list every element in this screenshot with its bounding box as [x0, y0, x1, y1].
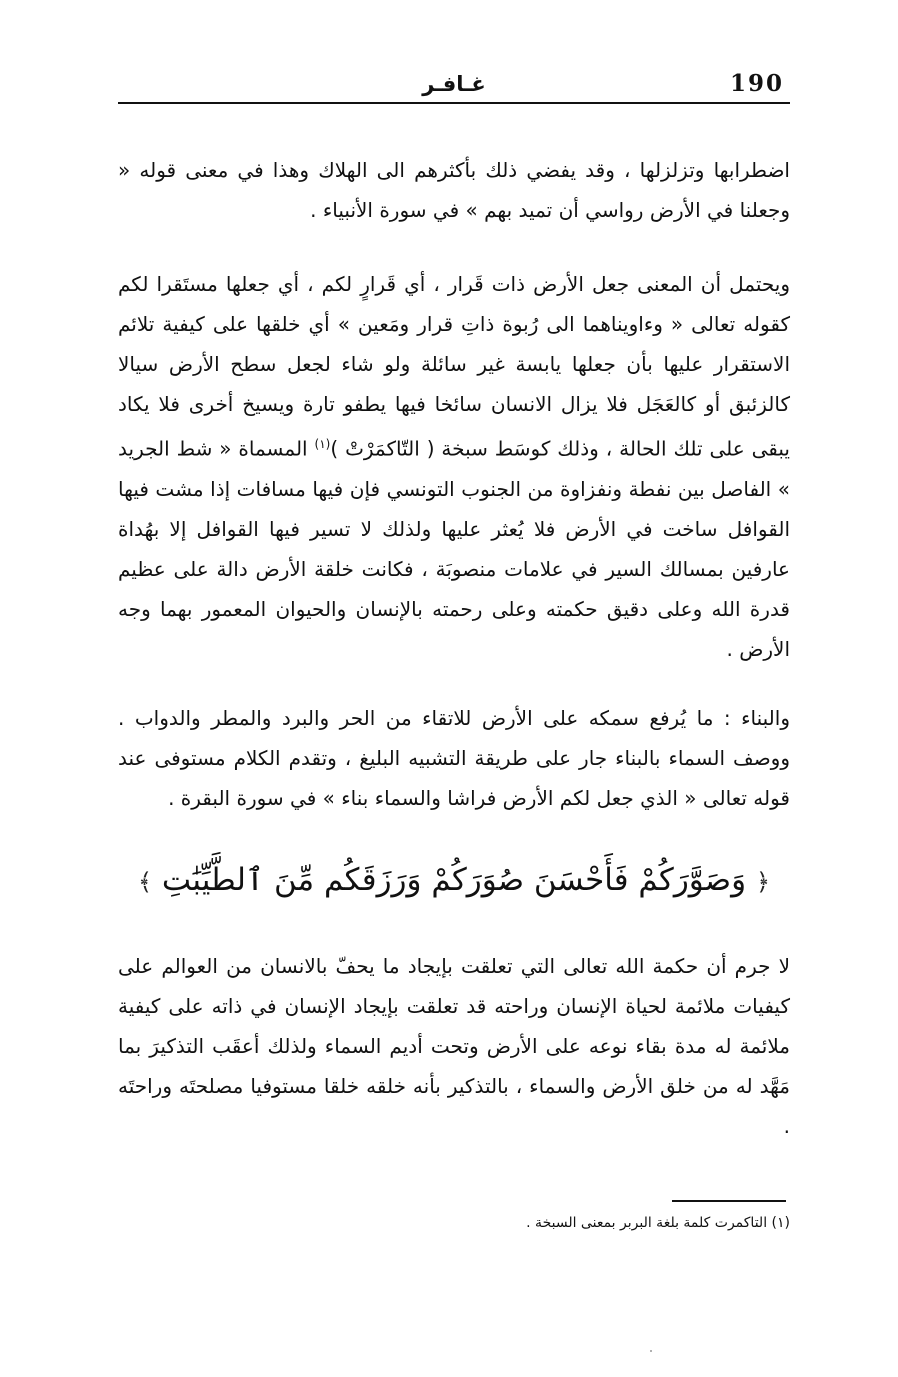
- page-header: [118, 68, 790, 102]
- verse-close-bracket: ﴾: [137, 868, 153, 896]
- paragraph-building: والبناء : ما يُرفع سمكه على الأرض للاتقاء من الحر والبرد والمطر والدواب . ووصف السماء بالبناء جار على طريقة التشبيه البليغ ، وتقدم الكلام مستوفى عند قوله تعالى « الذي جعل لكم الأرض فراشا والسماء بناء » في سورة البقرة .: [118, 706, 790, 810]
- header-rule: [118, 102, 790, 104]
- verse-text: وَصَوَّرَكُمْ فَأَحْسَنَ صُوَرَكُمْ وَرَزَقَكُم مِّنَ ٱلطَّيِّبَٰتِ: [161, 862, 747, 898]
- paragraph-earth-stability: [118, 264, 790, 669]
- quran-verse: [118, 850, 790, 912]
- footnote-rule: [672, 1200, 786, 1202]
- paragraph-wisdom: لا جرم أن حكمة الله تعالى التي تعلقت بإيجاد ما يحفّ بالانسان من العوالم على كيفيات ملائمة لحياة الإنسان وراحته قد تعلقت بإيجاد الإنسان في ذاته على كيفية ملائمة له مدة بقاء نوعه على الأرض وتحت أديم السماء ولذلك أعقَب التذكيرَ بما مَهَّد له من خلق الأرض والسماء ، بالتذكير بأنه خلقه خلقا مستوفيا مصلحتَه وراحتَه .: [118, 954, 790, 1138]
- paragraph-text-part-2: المسماة « شط الجريد » الفاصل بين نفطة ونفزاوة من الجنوب التونسي فإن فيها مسافات إذا مشت فيها القوافل ساخت في الأرض فلا يُعثر عليها ولذلك لا تسير فيها القوافل إلا بهُداة عارفين بمسالك السير في علامات منصوبَة ، فكانت خلقة الأرض دالة على عظيم قدرة الله وعلى دقيق حكمته وعلى رحمته بالإنسان والحيوان المعمور بهما وجه الأرض .: [118, 436, 790, 661]
- paragraph-earth-shaking: اضطرابها وتزلزلها ، وقد يفضي ذلك بأكثرهم الى الهلاك وهذا في معنى قوله « وجعلنا في الأرض رواسي أن تميد بهم » في سورة الأنبياء .: [118, 158, 790, 222]
- paragraph-text-part-1: ويحتمل أن المعنى جعل الأرض ذات قَرار ، أي قَرارٍ لكم ، أي جعلها مستَقرا لكم كقوله تعالى « وءاويناهما الى رُبوة ذاتِ قرار ومَعين » أي خلقها على كيفية تلائم الاستقرار عليها بأن جعلها يابسة غير سائلة ولو شاء لجعل سطح الأرض سيالا كالزئبق أو كالعَجَل فلا يزال الانسان سائخا فيها يطفو تارة ويسيخ أخرى فلا يكاد يبقى على تلك الحالة ، وذلك كوسَط سبخة ( التّاكمَرْتْ ): [118, 272, 790, 461]
- footnote-marker: (١): [314, 437, 331, 451]
- surah-title: غـافـر: [422, 72, 486, 96]
- scan-speck: [650, 1350, 652, 1352]
- page-number: 190: [729, 70, 784, 97]
- footnote: (١) التاكمرت كلمة بلغة البربر بمعنى السبخة .: [526, 1215, 790, 1231]
- verse-open-bracket: ﴿: [755, 868, 771, 896]
